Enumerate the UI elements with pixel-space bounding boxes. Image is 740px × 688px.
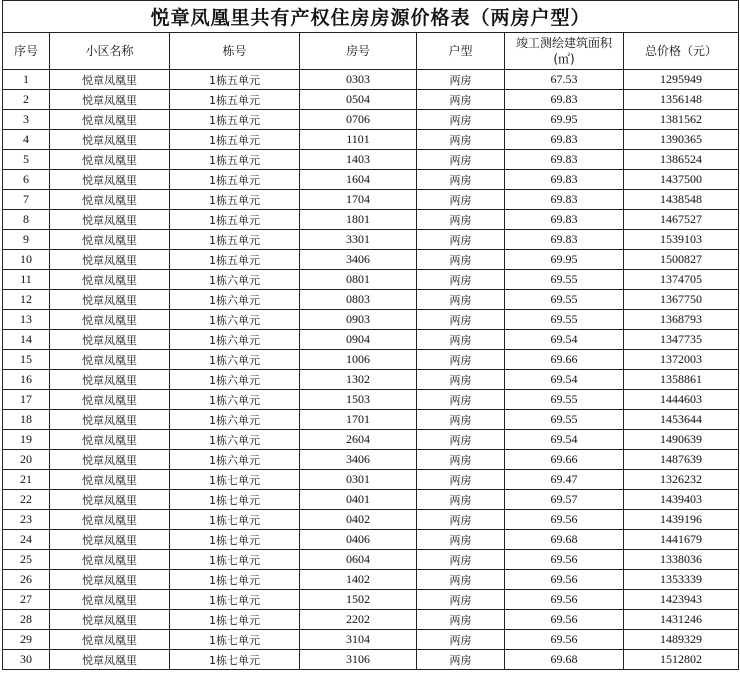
cell-community: 悦章凤凰里 xyxy=(50,410,170,430)
cell-layout: 两房 xyxy=(417,630,505,650)
cell-area: 69.54 xyxy=(505,370,624,390)
cell-community: 悦章凤凰里 xyxy=(50,570,170,590)
cell-room: 0803 xyxy=(300,290,417,310)
cell-room: 0903 xyxy=(300,310,417,330)
cell-building: 1栋五单元 xyxy=(170,90,300,110)
cell-community: 悦章凤凰里 xyxy=(50,90,170,110)
cell-price: 1467527 xyxy=(624,210,739,230)
header-area xyxy=(505,33,624,70)
cell-room: 1604 xyxy=(300,170,417,190)
cell-index: 20 xyxy=(3,450,50,470)
cell-building: 1栋六单元 xyxy=(170,430,300,450)
table-row xyxy=(3,630,739,650)
cell-area: 69.55 xyxy=(505,410,624,430)
cell-room: 0604 xyxy=(300,550,417,570)
cell-price: 1381562 xyxy=(624,110,739,130)
cell-layout: 两房 xyxy=(417,330,505,350)
cell-building: 1栋七单元 xyxy=(170,510,300,530)
cell-area: 69.56 xyxy=(505,630,624,650)
table-row xyxy=(3,170,739,190)
cell-index: 1 xyxy=(3,70,50,90)
table-row xyxy=(3,610,739,630)
table-row xyxy=(3,510,739,530)
cell-index: 5 xyxy=(3,150,50,170)
table-row xyxy=(3,430,739,450)
cell-community: 悦章凤凰里 xyxy=(50,170,170,190)
cell-layout: 两房 xyxy=(417,90,505,110)
cell-room: 1801 xyxy=(300,210,417,230)
cell-area: 69.57 xyxy=(505,490,624,510)
cell-community: 悦章凤凰里 xyxy=(50,110,170,130)
cell-community: 悦章凤凰里 xyxy=(50,70,170,90)
cell-index: 8 xyxy=(3,210,50,230)
cell-layout: 两房 xyxy=(417,530,505,550)
cell-area: 69.66 xyxy=(505,350,624,370)
header-area-unit: (㎡) xyxy=(553,52,575,66)
cell-community: 悦章凤凰里 xyxy=(50,150,170,170)
cell-price: 1444603 xyxy=(624,390,739,410)
table-row xyxy=(3,650,739,670)
cell-area: 69.83 xyxy=(505,170,624,190)
cell-price: 1368793 xyxy=(624,310,739,330)
table-row xyxy=(3,250,739,270)
cell-layout: 两房 xyxy=(417,310,505,330)
header-room: 房号 xyxy=(300,33,417,70)
cell-community: 悦章凤凰里 xyxy=(50,230,170,250)
header-price: 总价格（元） xyxy=(624,33,739,70)
cell-area: 69.56 xyxy=(505,590,624,610)
cell-index: 29 xyxy=(3,630,50,650)
cell-index: 30 xyxy=(3,650,50,670)
cell-index: 19 xyxy=(3,430,50,450)
cell-building: 1栋七单元 xyxy=(170,490,300,510)
cell-room: 3104 xyxy=(300,630,417,650)
cell-price: 1500827 xyxy=(624,250,739,270)
cell-price: 1431246 xyxy=(624,610,739,630)
cell-community: 悦章凤凰里 xyxy=(50,590,170,610)
cell-room: 0904 xyxy=(300,330,417,350)
table-row xyxy=(3,190,739,210)
cell-room: 1302 xyxy=(300,370,417,390)
table-row xyxy=(3,370,739,390)
cell-building: 1栋六单元 xyxy=(170,270,300,290)
cell-community: 悦章凤凰里 xyxy=(50,250,170,270)
cell-building: 1栋七单元 xyxy=(170,530,300,550)
cell-layout: 两房 xyxy=(417,550,505,570)
cell-area: 69.56 xyxy=(505,610,624,630)
cell-layout: 两房 xyxy=(417,150,505,170)
cell-layout: 两房 xyxy=(417,450,505,470)
table-row xyxy=(3,590,739,610)
table-row xyxy=(3,290,739,310)
cell-layout: 两房 xyxy=(417,210,505,230)
cell-area: 69.54 xyxy=(505,430,624,450)
cell-price: 1347735 xyxy=(624,330,739,350)
table-row xyxy=(3,110,739,130)
cell-building: 1栋五单元 xyxy=(170,250,300,270)
cell-area: 69.56 xyxy=(505,550,624,570)
cell-price: 1386524 xyxy=(624,150,739,170)
cell-area: 69.68 xyxy=(505,530,624,550)
table-row xyxy=(3,410,739,430)
cell-building: 1栋六单元 xyxy=(170,410,300,430)
table-row xyxy=(3,90,739,110)
cell-room: 0406 xyxy=(300,530,417,550)
cell-building: 1栋五单元 xyxy=(170,190,300,210)
cell-area: 69.66 xyxy=(505,450,624,470)
table-row xyxy=(3,150,739,170)
cell-community: 悦章凤凰里 xyxy=(50,510,170,530)
cell-area: 69.83 xyxy=(505,190,624,210)
cell-community: 悦章凤凰里 xyxy=(50,490,170,510)
cell-area: 69.83 xyxy=(505,90,624,110)
cell-index: 6 xyxy=(3,170,50,190)
cell-layout: 两房 xyxy=(417,370,505,390)
cell-room: 3406 xyxy=(300,450,417,470)
cell-layout: 两房 xyxy=(417,490,505,510)
cell-index: 7 xyxy=(3,190,50,210)
cell-room: 0303 xyxy=(300,70,417,90)
cell-index: 25 xyxy=(3,550,50,570)
table-row xyxy=(3,330,739,350)
cell-building: 1栋五单元 xyxy=(170,230,300,250)
cell-building: 1栋七单元 xyxy=(170,650,300,670)
cell-price: 1453644 xyxy=(624,410,739,430)
cell-layout: 两房 xyxy=(417,250,505,270)
cell-index: 14 xyxy=(3,330,50,350)
cell-area: 69.83 xyxy=(505,230,624,250)
cell-index: 4 xyxy=(3,130,50,150)
cell-community: 悦章凤凰里 xyxy=(50,190,170,210)
cell-layout: 两房 xyxy=(417,70,505,90)
cell-layout: 两房 xyxy=(417,610,505,630)
cell-layout: 两房 xyxy=(417,170,505,190)
cell-room: 1704 xyxy=(300,190,417,210)
header-area-label: 竣工测绘建筑面积 xyxy=(515,36,612,50)
cell-layout: 两房 xyxy=(417,430,505,450)
cell-price: 1512802 xyxy=(624,650,739,670)
cell-community: 悦章凤凰里 xyxy=(50,210,170,230)
cell-building: 1栋六单元 xyxy=(170,290,300,310)
cell-price: 1372003 xyxy=(624,350,739,370)
cell-room: 2202 xyxy=(300,610,417,630)
cell-index: 11 xyxy=(3,270,50,290)
cell-price: 1358861 xyxy=(624,370,739,390)
cell-area: 69.55 xyxy=(505,390,624,410)
cell-price: 1353339 xyxy=(624,570,739,590)
cell-room: 3406 xyxy=(300,250,417,270)
table-row xyxy=(3,490,739,510)
cell-room: 1403 xyxy=(300,150,417,170)
cell-community: 悦章凤凰里 xyxy=(50,310,170,330)
cell-building: 1栋六单元 xyxy=(170,350,300,370)
cell-layout: 两房 xyxy=(417,290,505,310)
cell-index: 10 xyxy=(3,250,50,270)
cell-area: 69.68 xyxy=(505,650,624,670)
cell-price: 1439403 xyxy=(624,490,739,510)
cell-room: 1502 xyxy=(300,590,417,610)
cell-building: 1栋七单元 xyxy=(170,590,300,610)
cell-community: 悦章凤凰里 xyxy=(50,130,170,150)
cell-price: 1367750 xyxy=(624,290,739,310)
cell-index: 21 xyxy=(3,470,50,490)
cell-index: 15 xyxy=(3,350,50,370)
cell-area: 67.53 xyxy=(505,70,624,90)
cell-building: 1栋六单元 xyxy=(170,450,300,470)
cell-index: 23 xyxy=(3,510,50,530)
cell-layout: 两房 xyxy=(417,270,505,290)
cell-area: 69.54 xyxy=(505,330,624,350)
cell-index: 2 xyxy=(3,90,50,110)
table-row xyxy=(3,570,739,590)
cell-building: 1栋五单元 xyxy=(170,170,300,190)
cell-price: 1390365 xyxy=(624,130,739,150)
cell-room: 3301 xyxy=(300,230,417,250)
cell-index: 24 xyxy=(3,530,50,550)
cell-building: 1栋七单元 xyxy=(170,630,300,650)
cell-area: 69.47 xyxy=(505,470,624,490)
cell-community: 悦章凤凰里 xyxy=(50,330,170,350)
cell-price: 1439196 xyxy=(624,510,739,530)
cell-price: 1437500 xyxy=(624,170,739,190)
cell-room: 2604 xyxy=(300,430,417,450)
cell-index: 26 xyxy=(3,570,50,590)
table-row xyxy=(3,70,739,90)
cell-index: 9 xyxy=(3,230,50,250)
table-row xyxy=(3,450,739,470)
cell-community: 悦章凤凰里 xyxy=(50,390,170,410)
cell-room: 1503 xyxy=(300,390,417,410)
table-row xyxy=(3,550,739,570)
table-row xyxy=(3,210,739,230)
cell-community: 悦章凤凰里 xyxy=(50,630,170,650)
cell-layout: 两房 xyxy=(417,590,505,610)
cell-room: 1101 xyxy=(300,130,417,150)
cell-community: 悦章凤凰里 xyxy=(50,610,170,630)
title-row xyxy=(3,1,739,33)
cell-community: 悦章凤凰里 xyxy=(50,530,170,550)
cell-area: 69.83 xyxy=(505,210,624,230)
cell-building: 1栋六单元 xyxy=(170,310,300,330)
cell-room: 1701 xyxy=(300,410,417,430)
cell-layout: 两房 xyxy=(417,650,505,670)
cell-room: 1402 xyxy=(300,570,417,590)
cell-community: 悦章凤凰里 xyxy=(50,650,170,670)
cell-area: 69.55 xyxy=(505,310,624,330)
cell-layout: 两房 xyxy=(417,190,505,210)
cell-layout: 两房 xyxy=(417,470,505,490)
cell-layout: 两房 xyxy=(417,390,505,410)
cell-room: 0504 xyxy=(300,90,417,110)
cell-price: 1338036 xyxy=(624,550,739,570)
header-community: 小区名称 xyxy=(50,33,170,70)
cell-layout: 两房 xyxy=(417,130,505,150)
page-title: 悦章凤凰里共有产权住房房源价格表（两房户型） xyxy=(3,1,739,33)
header-index: 序号 xyxy=(3,33,50,70)
cell-community: 悦章凤凰里 xyxy=(50,550,170,570)
cell-room: 3106 xyxy=(300,650,417,670)
cell-index: 22 xyxy=(3,490,50,510)
cell-area: 69.83 xyxy=(505,150,624,170)
cell-price: 1490639 xyxy=(624,430,739,450)
cell-building: 1栋六单元 xyxy=(170,370,300,390)
cell-index: 27 xyxy=(3,590,50,610)
cell-price: 1487639 xyxy=(624,450,739,470)
table-row xyxy=(3,470,739,490)
cell-layout: 两房 xyxy=(417,350,505,370)
cell-building: 1栋七单元 xyxy=(170,550,300,570)
price-table xyxy=(2,0,739,670)
cell-price: 1326232 xyxy=(624,470,739,490)
cell-room: 0402 xyxy=(300,510,417,530)
cell-layout: 两房 xyxy=(417,230,505,250)
table-row xyxy=(3,270,739,290)
cell-price: 1423943 xyxy=(624,590,739,610)
cell-area: 69.55 xyxy=(505,290,624,310)
cell-room: 0801 xyxy=(300,270,417,290)
cell-index: 13 xyxy=(3,310,50,330)
cell-price: 1539103 xyxy=(624,230,739,250)
cell-building: 1栋六单元 xyxy=(170,330,300,350)
cell-community: 悦章凤凰里 xyxy=(50,350,170,370)
cell-price: 1438548 xyxy=(624,190,739,210)
cell-building: 1栋七单元 xyxy=(170,610,300,630)
table-body xyxy=(3,70,739,670)
cell-area: 69.95 xyxy=(505,110,624,130)
cell-price: 1441679 xyxy=(624,530,739,550)
cell-community: 悦章凤凰里 xyxy=(50,270,170,290)
cell-community: 悦章凤凰里 xyxy=(50,450,170,470)
cell-area: 69.56 xyxy=(505,510,624,530)
cell-index: 3 xyxy=(3,110,50,130)
cell-price: 1489329 xyxy=(624,630,739,650)
cell-index: 18 xyxy=(3,410,50,430)
cell-price: 1356148 xyxy=(624,90,739,110)
cell-price: 1295949 xyxy=(624,70,739,90)
cell-index: 17 xyxy=(3,390,50,410)
cell-index: 12 xyxy=(3,290,50,310)
cell-layout: 两房 xyxy=(417,510,505,530)
cell-community: 悦章凤凰里 xyxy=(50,290,170,310)
cell-layout: 两房 xyxy=(417,410,505,430)
cell-building: 1栋七单元 xyxy=(170,570,300,590)
cell-building: 1栋五单元 xyxy=(170,70,300,90)
cell-building: 1栋五单元 xyxy=(170,110,300,130)
table-row xyxy=(3,130,739,150)
cell-index: 28 xyxy=(3,610,50,630)
table-row xyxy=(3,390,739,410)
cell-community: 悦章凤凰里 xyxy=(50,470,170,490)
header-layout: 户型 xyxy=(417,33,505,70)
cell-community: 悦章凤凰里 xyxy=(50,370,170,390)
cell-room: 1006 xyxy=(300,350,417,370)
cell-layout: 两房 xyxy=(417,110,505,130)
cell-building: 1栋五单元 xyxy=(170,130,300,150)
table-row xyxy=(3,310,739,330)
cell-building: 1栋七单元 xyxy=(170,470,300,490)
cell-area: 69.56 xyxy=(505,570,624,590)
cell-building: 1栋五单元 xyxy=(170,150,300,170)
header-building: 栋号 xyxy=(170,33,300,70)
cell-area: 69.95 xyxy=(505,250,624,270)
price-sheet xyxy=(2,0,738,670)
cell-building: 1栋六单元 xyxy=(170,390,300,410)
cell-price: 1374705 xyxy=(624,270,739,290)
cell-index: 16 xyxy=(3,370,50,390)
cell-area: 69.83 xyxy=(505,130,624,150)
table-row xyxy=(3,230,739,250)
table-row xyxy=(3,530,739,550)
table-row xyxy=(3,350,739,370)
cell-room: 0401 xyxy=(300,490,417,510)
cell-building: 1栋五单元 xyxy=(170,210,300,230)
cell-room: 0706 xyxy=(300,110,417,130)
cell-layout: 两房 xyxy=(417,570,505,590)
cell-room: 0301 xyxy=(300,470,417,490)
cell-community: 悦章凤凰里 xyxy=(50,430,170,450)
cell-area: 69.55 xyxy=(505,270,624,290)
header-row xyxy=(3,33,739,70)
